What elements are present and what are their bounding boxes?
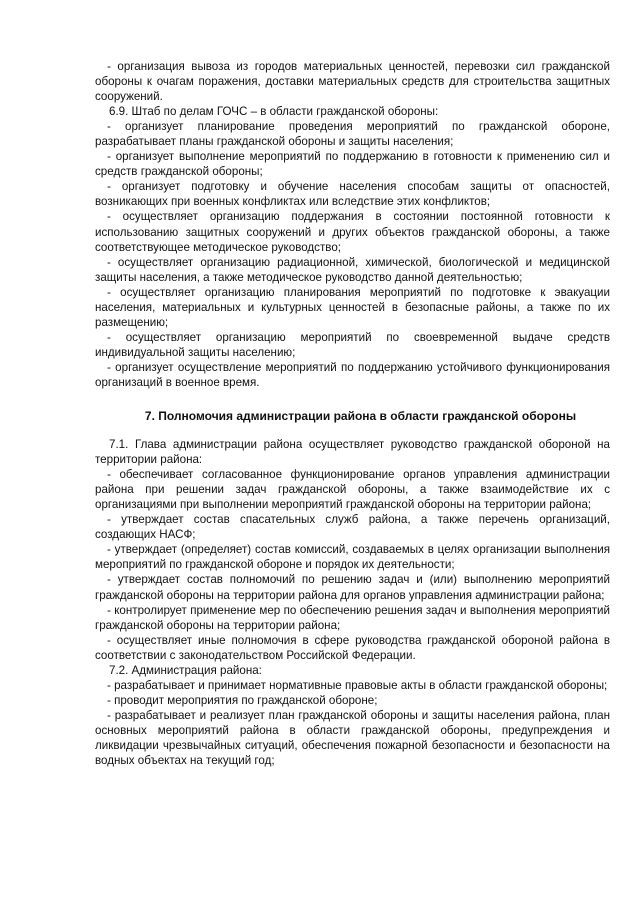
paragraph: 7.2. Администрация района:	[109, 663, 262, 677]
paragraph: - обеспечивает согласованное функционирование органов управления администрации района при решении задач гражданской обороны, а также взаимодействие их с организациями при выполнении мероприятий гражданской обороны на территории района;	[95, 468, 610, 512]
section-heading: 7. Полномочия администрации района в области гражданской обороны	[144, 409, 577, 424]
paragraph: - организация вывоза из городов материальных ценностей, перевозки сил гражданской обороны к очагам поражения, доставки материальных средств для строительства защитных сооружений.	[95, 60, 610, 104]
document-page	[95, 59, 610, 768]
paragraph: 7.1. Глава администрации района осуществляет руководство гражданской обороной на территории района:	[95, 438, 610, 467]
paragraph: - утверждает состав полномочий по решению задач и (или) выполнению мероприятий гражданской обороны на территории района для органов управления администрации района;	[95, 573, 610, 602]
paragraph: - разрабатывает и принимает нормативные правовые акты в области гражданской обороны;	[107, 678, 608, 692]
paragraph: - разрабатывает и реализует план гражданской обороны и защиты населения района, план основных мероприятий района в области гражданской обороны, предупреждения и ликвидации чрезвычайных ситуаций, обеспечения пожарной безопасности и безопасности на водных объектах на текущий год;	[95, 708, 610, 768]
paragraph: - утверждает (определяет) состав комиссий, создаваемых в целях организации выполнения мероприятий по гражданской обороне и порядок их деятельности;	[95, 543, 610, 572]
paragraph: - организует выполнение мероприятий по поддержанию в готовности к применению сил и средств гражданской обороны;	[95, 150, 610, 179]
paragraph: - утверждает состав спасательных служб района, а также перечень организаций, создающих НАСФ;	[95, 513, 610, 542]
paragraph: 6.9. Штаб по делам ГОЧС – в области гражданской обороны:	[109, 105, 439, 119]
paragraph: - организует планирование проведения мероприятий по гражданской обороне, разрабатывает планы гражданской обороны и защиты населения;	[95, 120, 610, 149]
paragraph: - организует подготовку и обучение населения способам защиты от опасностей, возникающих при военных конфликтах или вследствие этих конфликтов;	[95, 180, 610, 209]
paragraph: - осуществляет организацию радиационной, химической, биологической и медицинской защиты населения, а также методическое руководство данной деятельностью;	[95, 255, 610, 284]
paragraph: - контролирует применение мер по обеспечению решения задач и выполнения мероприятий гражданской обороны на территории района;	[95, 603, 610, 632]
paragraph: - осуществляет организацию планирования мероприятий по подготовке к эвакуации населения, материальных и культурных ценностей в безопасные районы, а также по их размещению;	[95, 285, 610, 329]
paragraph: - осуществляет организацию поддержания в состоянии постоянной готовности к использованию защитных сооружений и других объектов гражданской обороны, а также соответствующее методическое руководство;	[95, 210, 610, 254]
paragraph: - осуществляет иные полномочия в сфере руководства гражданской обороной района в соответствии с законодательством Российской Федерации.	[95, 633, 610, 662]
paragraph: - организует осуществление мероприятий по поддержанию устойчивого функционирования организаций в военное время.	[95, 360, 610, 389]
paragraph: - осуществляет организацию мероприятий по своевременной выдаче средств индивидуальной защиты населению;	[95, 330, 610, 359]
paragraph: - проводит мероприятия по гражданской обороне;	[107, 693, 378, 707]
